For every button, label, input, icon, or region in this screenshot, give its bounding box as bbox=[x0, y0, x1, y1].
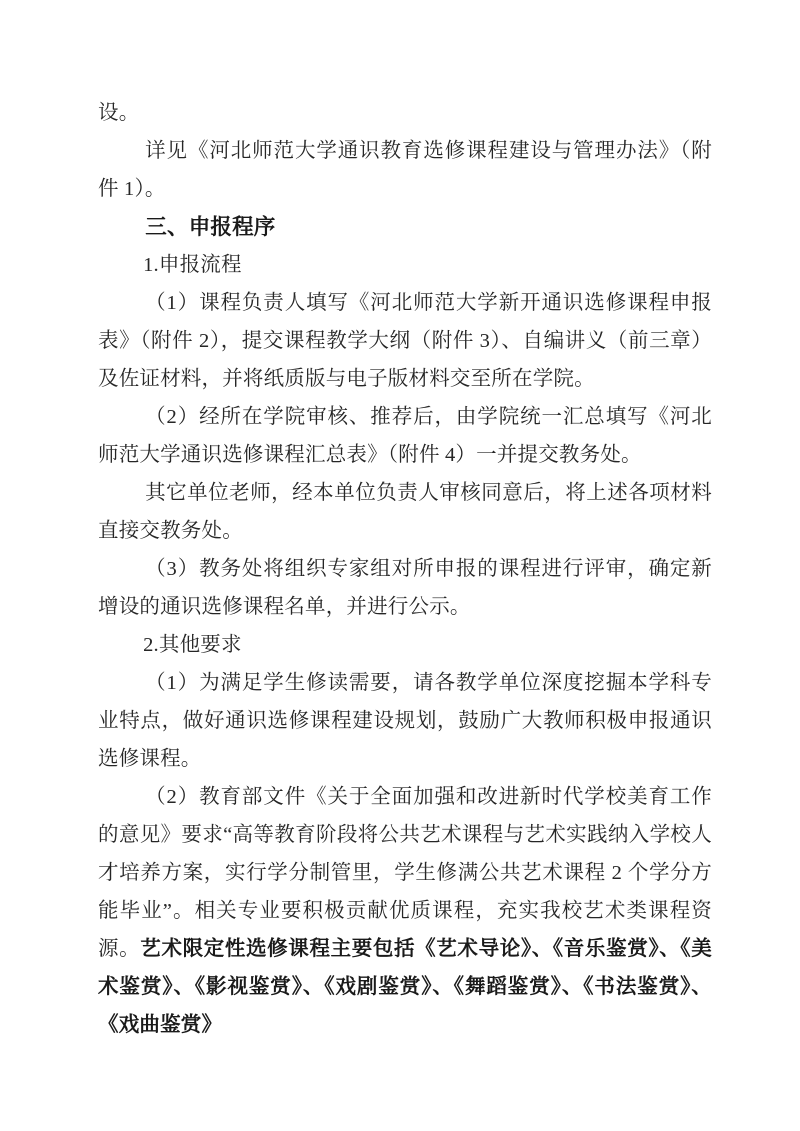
subsection-heading-application-flow: 1.申报流程 bbox=[143, 254, 242, 276]
paragraph-other-unit-teachers: 其它单位老师，经本单位负责人审核同意后，将上述各项材料直接交教务处。 bbox=[98, 482, 712, 542]
subsection-heading-other-requirements: 2.其他要求 bbox=[143, 634, 242, 656]
paragraph-step-2: （2）经所在学院审核、推荐后，由学院统一汇总填写《河北师范大学通识选修课程汇总表》（附件 4）一并提交教务处。 bbox=[98, 406, 712, 466]
paragraph-continuation: 设。 bbox=[98, 102, 140, 124]
paragraph-step-1: （1）课程负责人填写《河北师范大学新开通识选修课程申报表》（附件 2），提交课程教学大纲（附件 3）、自编讲义（前三章）及佐证材料，并将纸质版与电子版材料交至所在学院。 bbox=[98, 292, 712, 390]
art-courses-bold-emphasis: 艺术限定性选修课程主要包括《艺术导论》、《音乐鉴赏》、《美术鉴赏》、《影视鉴赏》、《戏剧鉴赏》、《舞蹈鉴赏》、《书法鉴赏》、《戏曲鉴赏》 bbox=[98, 938, 712, 1036]
paragraph-requirement-2 bbox=[98, 778, 712, 1044]
requirement-2-normal-text: （2）教育部文件《关于全面加强和改进新时代学校美育工作的意见》要求“高等教育阶段将公共艺术课程与艺术实践纳入学校人才培养方案，实行学分制管里，学生修满公共艺术课程 2 个学分方能毕业”。相关专业要积极贡献优质课程，充实我校艺术类课程资源。 bbox=[98, 786, 712, 960]
section-heading-application-procedure: 三、申报程序 bbox=[145, 215, 276, 239]
paragraph-step-3: （3）教务处将组织专家组对所申报的课程进行评审，确定新增设的通识选修课程名单，并进行公示。 bbox=[98, 558, 712, 618]
paragraph-requirement-1: （1）为满足学生修读需要，请各教学单位深度挖掘本学科专业特点，做好通识选修课程建设规划，鼓励广大教师积极申报通识选修课程。 bbox=[98, 672, 712, 770]
document-body bbox=[98, 94, 712, 1044]
paragraph-see-details: 详见《河北师范大学通识教育选修课程建设与管理办法》（附件 1）。 bbox=[98, 140, 712, 200]
